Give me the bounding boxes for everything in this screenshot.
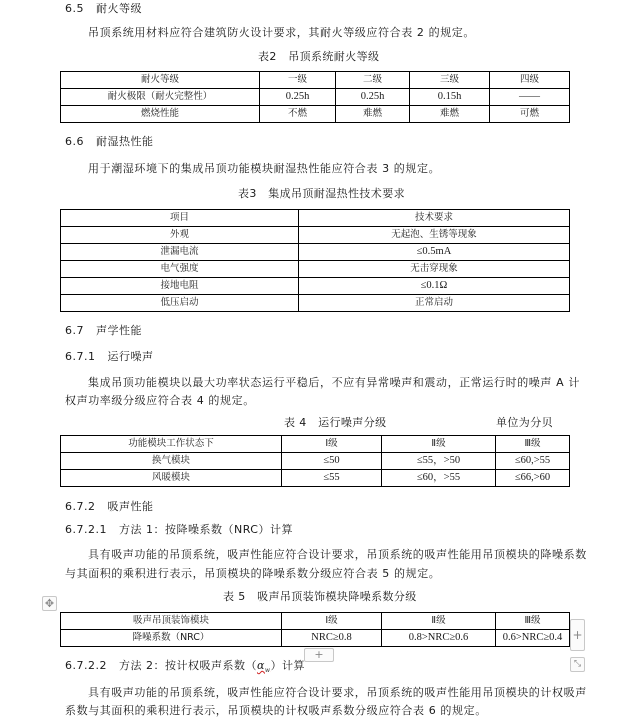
- table-row: [61, 453, 570, 470]
- table-cell: 项目: [61, 210, 299, 227]
- table-cell: 二级: [336, 72, 410, 89]
- table-resize-handle-icon[interactable]: ⤡: [570, 657, 585, 672]
- table-cell: 0.6>NRC≥0.4: [496, 630, 570, 647]
- heading-text: 耐火等级: [96, 2, 142, 15]
- table-cell: 低压启动: [61, 295, 299, 312]
- section-6-7-2-heading: [65, 498, 154, 514]
- table-cell: Ⅲ级: [496, 613, 570, 630]
- heading-text: 耐湿热性能: [96, 135, 154, 148]
- table-cell: ——: [490, 89, 570, 106]
- alpha-symbol: α: [256, 659, 265, 672]
- table-cell: 风暖模块: [61, 470, 282, 487]
- heading-number: 6.6: [65, 135, 84, 148]
- table-3-caption: 表3 集成吊顶耐湿热性技术要求: [238, 187, 405, 200]
- table-cell: 电气强度: [61, 261, 299, 278]
- table-4-caption: 表 4 运行噪声分级: [284, 416, 387, 429]
- section-6-7-2-2-heading: [65, 657, 305, 674]
- table-cell: 0.8>NRC≥0.6: [382, 630, 496, 647]
- table-cell: 技术要求: [299, 210, 570, 227]
- table-cell: 无起泡、生锈等现象: [299, 227, 570, 244]
- table-cell: Ⅱ级: [382, 613, 496, 630]
- table-cell: ≤55，>50: [382, 453, 496, 470]
- table-2-caption: 表2 吊顶系统耐火等级: [258, 50, 380, 63]
- table-cell: Ⅲ级: [496, 436, 570, 453]
- section-6-7-1-heading: [65, 348, 154, 364]
- table-row: [61, 210, 570, 227]
- section-6-6-heading: [65, 133, 154, 149]
- table-row: [61, 278, 570, 295]
- table-cell: 无击穿现象: [299, 261, 570, 278]
- heading-text-end: ）计算: [270, 659, 306, 672]
- section-6-7-2-1-paragraph-line-2: 与其面积的乘积进行表示，吊顶模块的降噪系数分级应符合表 5 的规定。: [65, 567, 441, 580]
- table-cell: Ⅰ级: [282, 613, 382, 630]
- section-6-7-2-1-heading: [65, 521, 293, 537]
- table-cell: Ⅱ级: [382, 436, 496, 453]
- table-move-handle-icon[interactable]: ✥: [42, 596, 57, 611]
- table-cell: 0.15h: [410, 89, 490, 106]
- section-6-6-paragraph: 用于潮湿环境下的集成吊顶功能模块耐湿热性能应符合表 3 的规定。: [88, 162, 441, 175]
- heading-text: 方法 2：按计权吸声系数（: [118, 659, 257, 672]
- table-cell: 换气模块: [61, 453, 282, 470]
- heading-text: 运行噪声: [107, 350, 154, 363]
- heading-number: 6.7: [65, 324, 84, 337]
- table-row: [61, 89, 570, 106]
- heading-number: 6.7.2.2: [65, 659, 107, 672]
- subscript-w: w: [264, 667, 271, 675]
- table-cell: 泄漏电流: [61, 244, 299, 261]
- section-6-5-paragraph: 吊顶系统用材料应符合建筑防火设计要求，其耐火等级应符合表 2 的规定。: [88, 26, 475, 39]
- table-cell: 接地电阻: [61, 278, 299, 295]
- table-cell: 一级: [260, 72, 336, 89]
- table-row: [61, 261, 570, 278]
- table-cell: 降噪系数（NRC）: [61, 630, 282, 647]
- table-2-fire-rating: [60, 71, 570, 123]
- heading-text: 声学性能: [96, 324, 142, 337]
- table-cell: 正常启动: [299, 295, 570, 312]
- table-cell: 难燃: [410, 106, 490, 123]
- table-row: [61, 613, 570, 630]
- table-cell: ≤60,>55: [496, 453, 570, 470]
- table-cell: ≤55: [282, 470, 382, 487]
- section-6-5-heading: [65, 0, 142, 16]
- section-6-7-2-1-paragraph-line-1: 具有吸声功能的吊顶系统，吸声性能应符合设计要求，吊顶系统的吸声性能用吊顶模块的降噪系数: [88, 548, 587, 561]
- table-cell: 三级: [410, 72, 490, 89]
- section-6-7-1-paragraph-line-1: 集成吊顶功能模块以最大功率状态运行平稳后，不应有异常噪声和震动，正常运行时的噪声 A 计: [88, 376, 580, 389]
- heading-text: 吸声性能: [107, 500, 154, 513]
- table-4-unit: 单位为分贝: [496, 416, 553, 429]
- table-cell: 0.25h: [336, 89, 410, 106]
- heading-number: 6.5: [65, 2, 84, 15]
- heading-number: 6.7.2: [65, 500, 96, 513]
- table-cell: 0.25h: [260, 89, 336, 106]
- heading-text: 方法 1：按降噪系数（NRC）计算: [118, 523, 293, 536]
- table-cell: 功能模块工作状态下: [61, 436, 282, 453]
- heading-number: 6.7.1: [65, 350, 96, 363]
- table-cell: ≤66,>60: [496, 470, 570, 487]
- add-row-button[interactable]: +: [304, 648, 334, 662]
- section-6-7-heading: [65, 322, 142, 338]
- table-row: [61, 630, 570, 647]
- table-cell: 耐火等级: [61, 72, 260, 89]
- table-row: [61, 436, 570, 453]
- section-6-7-1-paragraph-line-2: 权声功率级分级应符合表 4 的规定。: [65, 394, 255, 407]
- table-row: [61, 227, 570, 244]
- table-4-noise-grade: [60, 435, 570, 487]
- table-row: [61, 295, 570, 312]
- table-cell: 外观: [61, 227, 299, 244]
- table-cell: 耐火极限（耐火完整性）: [61, 89, 260, 106]
- table-cell: Ⅰ级: [282, 436, 382, 453]
- alpha-w-symbol: [256, 659, 271, 675]
- table-cell: 四级: [490, 72, 570, 89]
- table-cell: NRC≥0.8: [282, 630, 382, 647]
- heading-number: 6.7.2.1: [65, 523, 107, 536]
- section-6-7-2-2-paragraph-line-1: 具有吸声功能的吊顶系统，吸声性能应符合设计要求，吊顶系统的吸声性能用吊顶模块的计权吸声: [88, 686, 587, 699]
- table-cell: 不燃: [260, 106, 336, 123]
- table-cell: 吸声吊顶装饰模块: [61, 613, 282, 630]
- table-row: [61, 244, 570, 261]
- table-row: [61, 470, 570, 487]
- table-cell: 难燃: [336, 106, 410, 123]
- table-row: [61, 106, 570, 123]
- table-cell: 燃烧性能: [61, 106, 260, 123]
- table-cell: 可燃: [490, 106, 570, 123]
- table-cell: ≤60，>55: [382, 470, 496, 487]
- table-5-nrc-grade: [60, 612, 570, 647]
- section-6-7-2-2-paragraph-line-2: 系数与其面积的乘积进行表示，吊顶模块的计权吸声系数分级应符合表 6 的规定。: [65, 704, 487, 717]
- table-row: [61, 72, 570, 89]
- table-3-damp-heat: [60, 209, 570, 312]
- add-column-button[interactable]: +: [570, 619, 585, 651]
- table-5-caption: 表 5 吸声吊顶装饰模块降噪系数分级: [223, 590, 417, 603]
- table-cell: ≤50: [282, 453, 382, 470]
- table-cell: ≤0.1Ω: [299, 278, 570, 295]
- table-cell: ≤0.5mA: [299, 244, 570, 261]
